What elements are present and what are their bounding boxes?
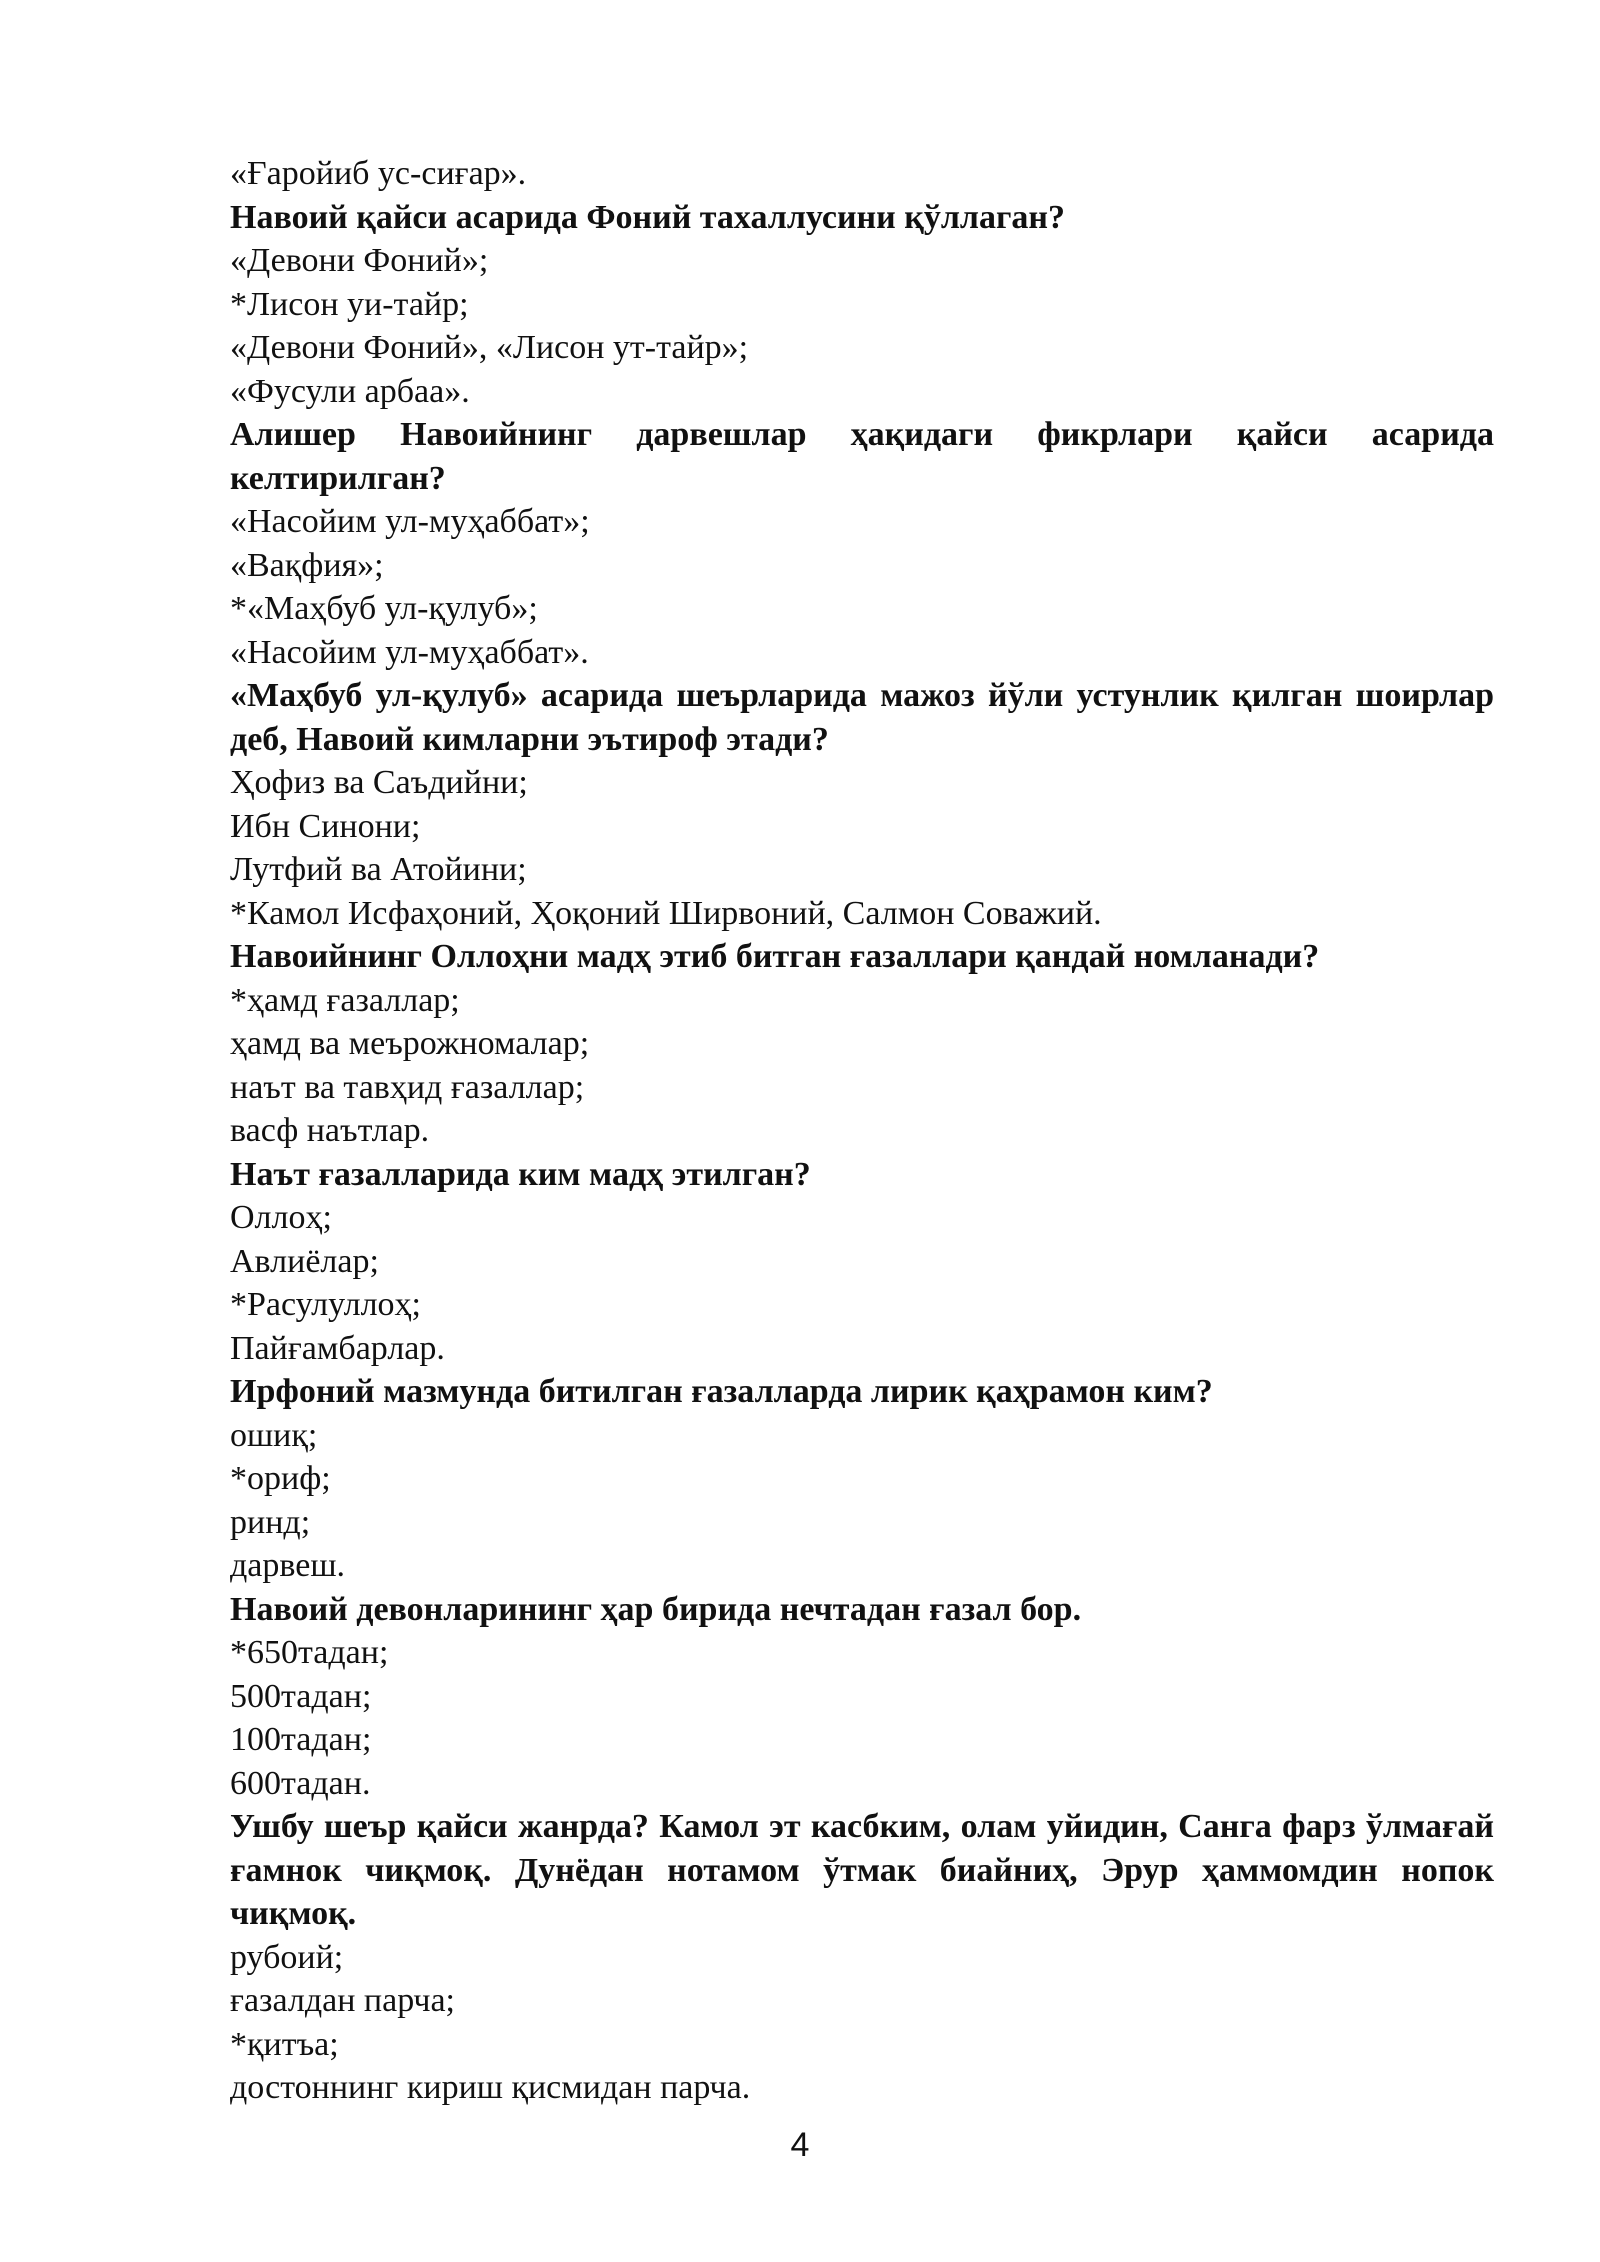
answer-option: Пайғамбарлар. <box>230 1329 445 1367</box>
question-text: Навоийнинг Оллоҳни мадҳ этиб битган ғазаллари қандай номланади? <box>230 938 1320 975</box>
answer-option: ғазалдан парча; <box>230 1982 455 2019</box>
answer-option: *Расулуллоҳ; <box>230 1286 422 1323</box>
answer-option: Лутфий ва Атойини; <box>230 851 527 888</box>
answer-option: Авлиёлар; <box>230 1242 379 1280</box>
answer-option: Ибн Синони; <box>230 807 421 845</box>
answer-option: 100тадан; <box>230 1721 372 1758</box>
answer-option: *Камол Исфаҳоний, Ҳоқоний Ширвоний, Салмон Соважий. <box>230 894 1102 932</box>
answer-option: «Насойим ул-муҳаббат»; <box>230 503 590 540</box>
answer-option: «Вақфия»; <box>230 546 384 584</box>
question-text: Алишер Навоийнинг дарвешлар ҳақидаги фикрлари қайси асарида келтирилган? <box>230 416 1494 497</box>
question-text: Ушбу шеър қайси жанрда? Камол эт касбким, олам уйидин, Санга фарз ўлмағай ғамнок чиқмоқ. Дунёдан нотамом ўтмак биайниҳ, Эрур ҳаммомдин нопок чиқмоқ. <box>230 1808 1494 1932</box>
answer-option: ринд; <box>230 1503 311 1541</box>
answer-option: ошиқ; <box>230 1416 318 1454</box>
answer-option: «Девони Фоний», «Лисон ут-тайр»; <box>230 329 749 366</box>
answer-option: 600тадан. <box>230 1764 371 1802</box>
answer-option: «Фусули арбаа». <box>230 372 470 410</box>
question-text: Навоий девонларининг ҳар бирида нечтадан ғазал бор. <box>230 1590 1082 1628</box>
intro-line: «Ғаройиб ус-сиғар». <box>230 155 527 192</box>
page-number: 4 <box>790 2126 810 2164</box>
answer-option: рубоий; <box>230 1938 344 1976</box>
answer-option: 500тадан; <box>230 1677 372 1715</box>
answer-option: *650тадан; <box>230 1634 389 1671</box>
answer-option: «Насойим ул-муҳаббат». <box>230 633 589 671</box>
answer-option: *қитъа; <box>230 2025 339 2063</box>
answer-option: *ҳамд ғазаллар; <box>230 981 460 1019</box>
question-text: Ирфоний мазмунда битилган ғазалларда лирик қаҳрамон ким? <box>230 1373 1213 1410</box>
answer-option: наът ва тавҳид ғазаллар; <box>230 1068 585 1106</box>
answer-option: *ориф; <box>230 1460 331 1497</box>
question-text: Наът ғазалларида ким мадҳ этилган? <box>230 1155 811 1193</box>
answer-option: ҳамд ва меърожномалар; <box>230 1025 590 1062</box>
answer-option: васф наътлар. <box>230 1112 430 1149</box>
answer-option: «Девони Фоний»; <box>230 242 489 279</box>
answer-option: Ҳофиз ва Саъдийни; <box>230 764 528 801</box>
answer-option: Оллоҳ; <box>230 1199 332 1236</box>
answer-option: дарвеш. <box>230 1547 346 1584</box>
answer-option: *«Маҳбуб ул-қулуб»; <box>230 590 538 627</box>
answer-option: достоннинг кириш қисмидан парча. <box>230 2069 751 2106</box>
page-content <box>230 152 1494 2110</box>
question-text: Навоий қайси асарида Фоний тахаллусини қўллаган? <box>230 198 1065 236</box>
answer-option: *Лисон уи-тайр; <box>230 285 469 323</box>
question-text: «Маҳбуб ул-қулуб» асарида шеърларида мажоз йўли устунлик қилган шоирлар деб, Навоий кимларни эътироф этади? <box>230 677 1494 758</box>
